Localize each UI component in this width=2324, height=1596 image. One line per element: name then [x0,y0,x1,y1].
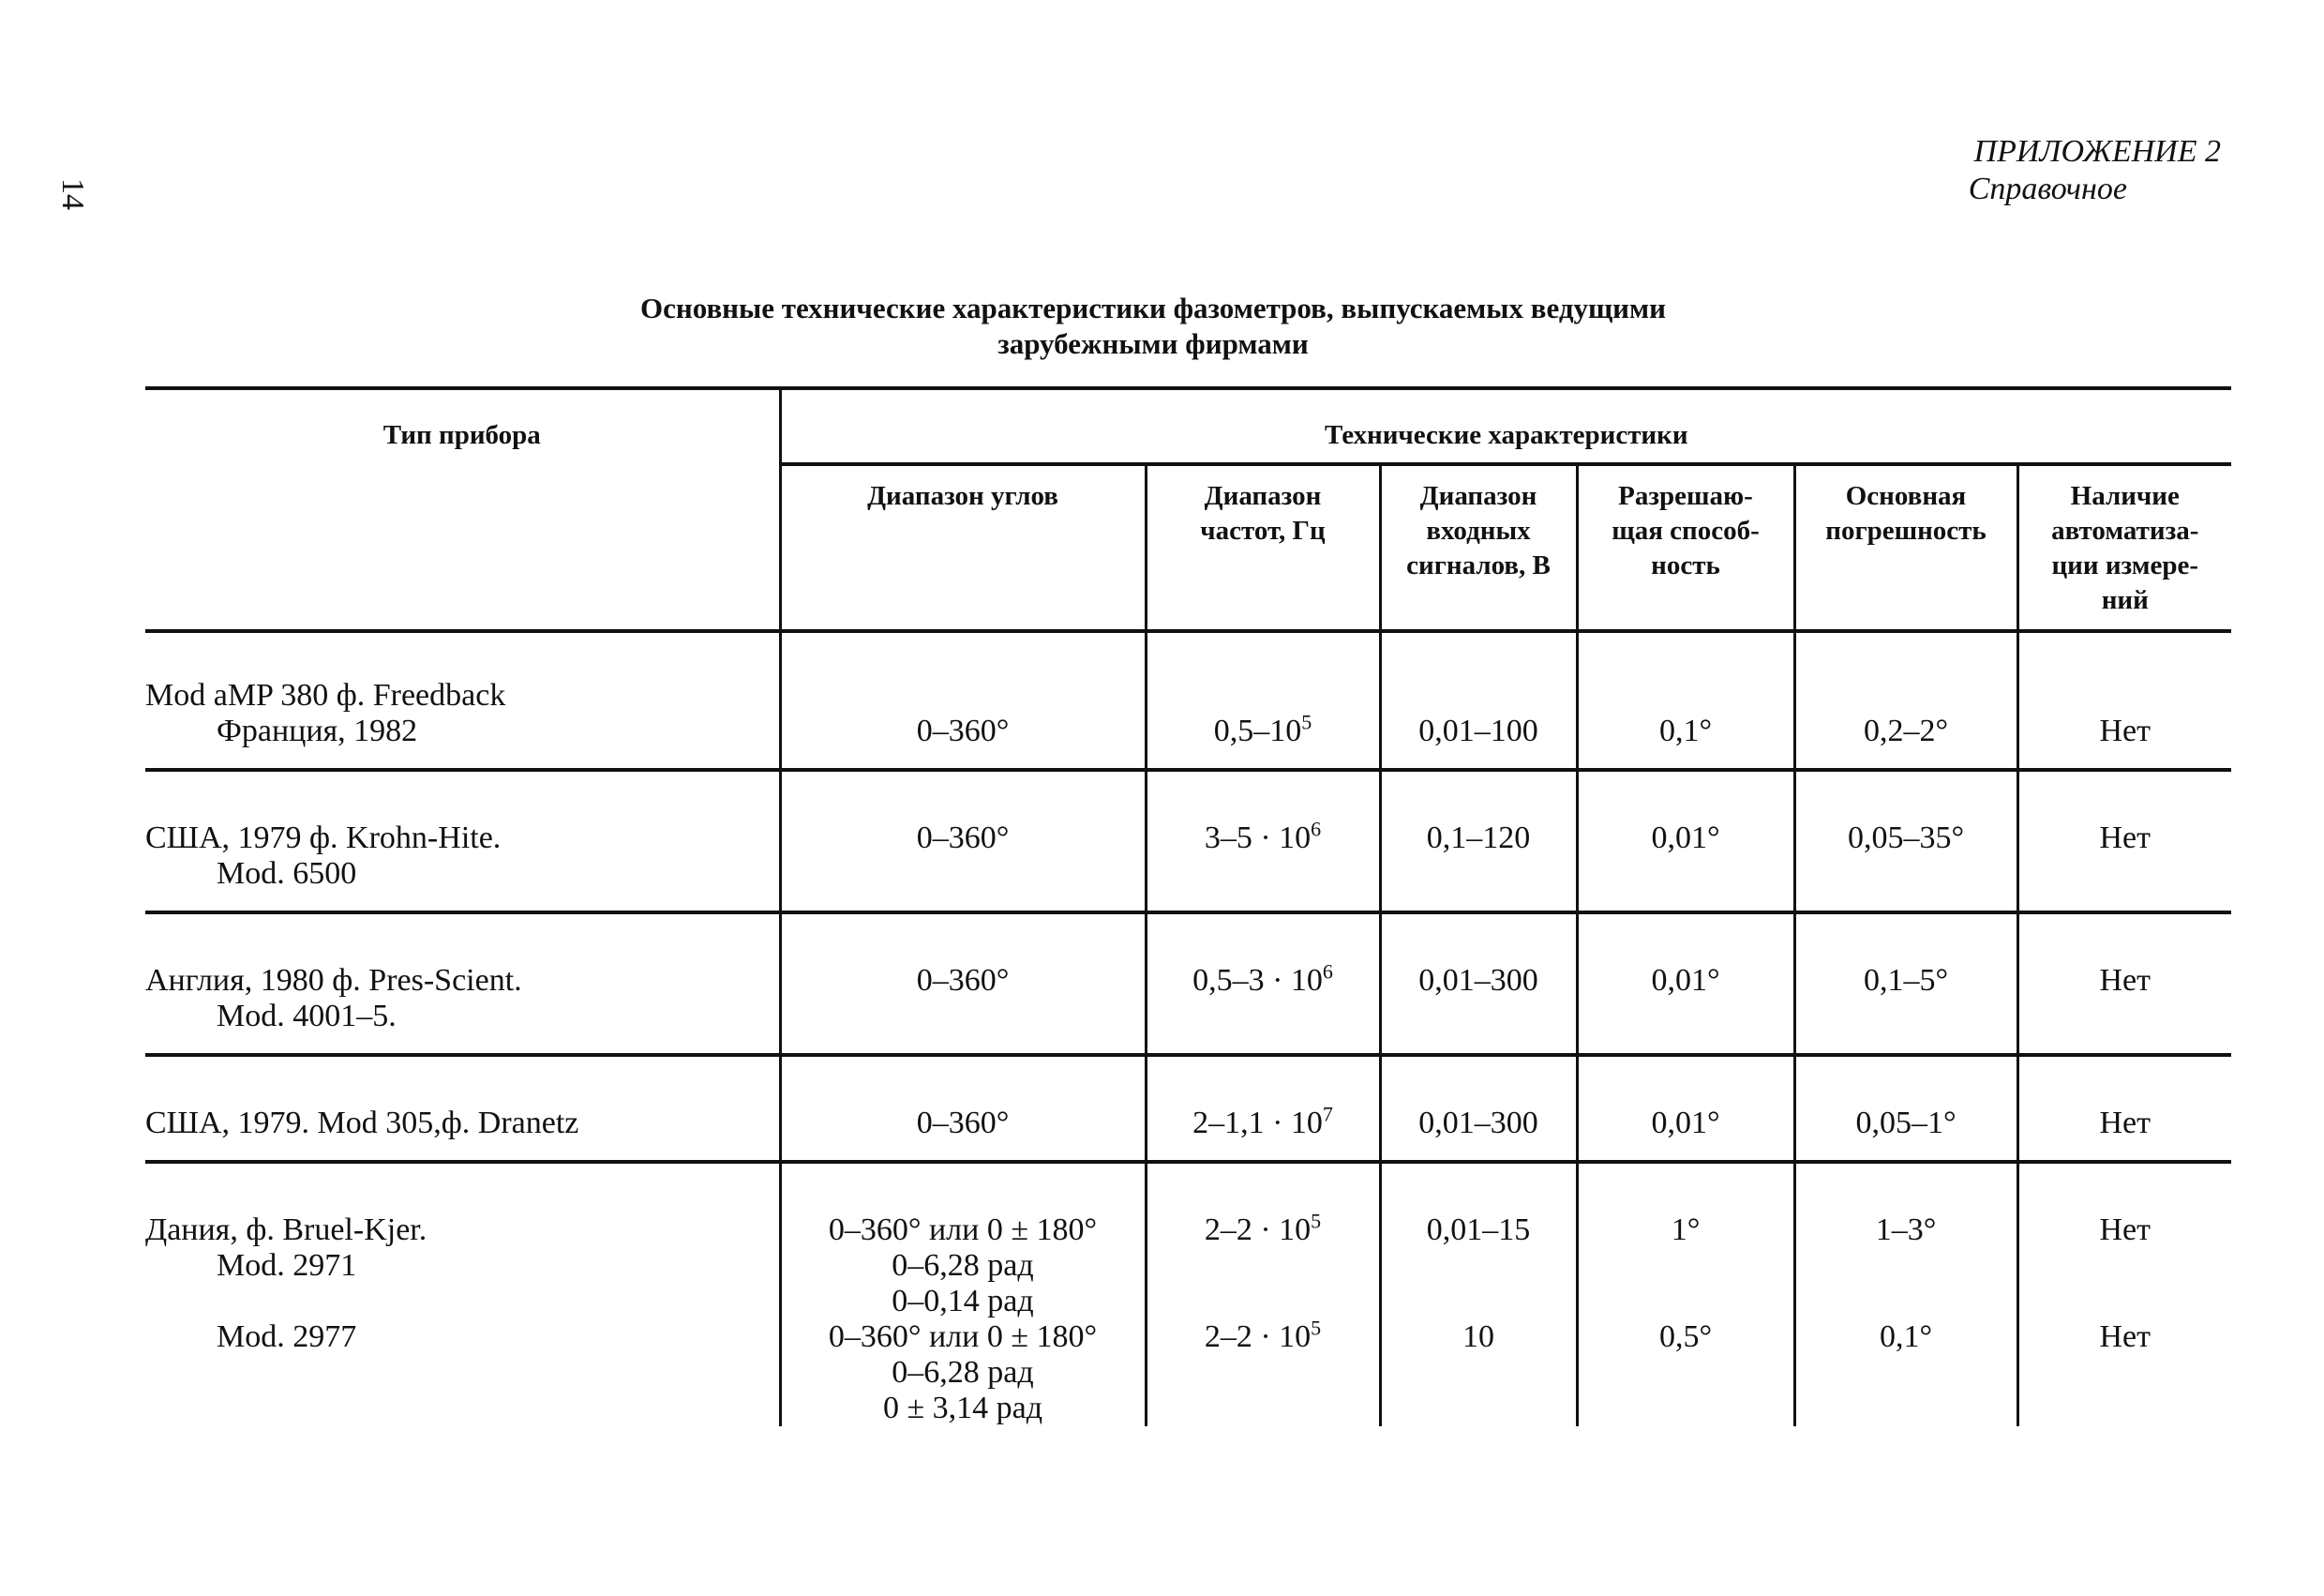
device-cell: Дания, ф. Bruel-Kjer. Mod. 2971 Mod. 2977 [145,1212,427,1354]
resolution-cell: 0,01° [1577,1055,1794,1162]
resolution-cell: 0,01° [1577,912,1794,1055]
frequency-range-cell: $2-1,1 \cdot 10^7$ [1146,1055,1380,1162]
resolution-cell: 0,01° [1577,770,1794,912]
angle-range-cell: 0–360° [780,770,1146,912]
automation-cell: Нет [2017,631,2231,770]
frequency-range-cell: $0,5-3 \cdot 10^6$ [1146,912,1380,1055]
header-row-group [145,388,2231,464]
specifications-table [145,386,2231,1426]
frequency-range-cell: $2-2 \cdot 10^5$ $2-2 \cdot 10^5$ [1146,1162,1380,1426]
resolution-cell: 0,1° [1577,631,1794,770]
table-row [145,770,2231,912]
frequency-range-cell: $3-5 \cdot 10^6$ [1146,770,1380,912]
angle-range-cell: 0–360° [780,1055,1146,1162]
table-title-line-2: зарубежными фирмами [997,327,1309,360]
error-cell: 0,05–35° [1794,770,2017,912]
input-range-cell: 0,01–300 [1380,912,1577,1055]
angle-range-cell: 0–360° [780,912,1146,1055]
header-basic-error: Основная погрешность [1794,464,2017,631]
input-range-cell: 0,01–300 [1380,1055,1577,1162]
table-row [145,912,2231,1055]
error-cell: 0,1–5° [1794,912,2017,1055]
automation-cell: Нет [2017,1055,2231,1162]
header-technical-characteristics: Технические характеристики [780,388,2231,464]
error-cell: 0,2–2° [1794,631,2017,770]
page-number: 14 [55,178,90,210]
automation-cell: Нет [2017,912,2231,1055]
automation-cell: Нет Нет [2017,1162,2231,1426]
header-input-signal-range: Диапазон входных сигналов, В [1380,464,1577,631]
angle-range-cell: 0–360° [780,631,1146,770]
header-frequency-range: Диапазон частот, Гц [1146,464,1380,631]
table-row [145,1055,2231,1162]
table-row [145,1162,2231,1426]
table-title [525,291,1781,362]
automation-cell: Нет [2017,770,2231,912]
device-cell: США, 1979 ф. Krohn-Hite. Mod. 6500 [145,770,780,912]
angle-range-cell: 0–360° или 0 ± 180° 0–6,28 рад 0–0,14 рад 0–360° или 0 ± 180° 0–6,28 рад 0 ± 3,14 рад [780,1162,1146,1426]
header-automation: Наличие автоматиза- ции измере- ний [2017,464,2231,631]
device-cell: Англия, 1980 ф. Pres-Scient. Mod. 4001–5. [145,912,780,1055]
frequency-range-cell: $0,5-10^5$ [1146,631,1380,770]
appendix-header [1969,133,2221,208]
header-angle-range: Диапазон углов [780,464,1146,631]
table-title-line-1: Основные технические характеристики фазометров, выпускаемых ведущими [639,292,1667,324]
header-device-type: Тип прибора [145,388,780,631]
error-cell: 0,05–1° [1794,1055,2017,1162]
appendix-subtitle: Справочное [1968,172,2127,206]
error-cell: 1–3° 0,1° [1794,1162,2017,1426]
header-resolution: Разрешаю- щая способ- ность [1577,464,1794,631]
device-cell: США, 1979. Mod 305,ф. Dranetz [145,1055,780,1162]
input-range-cell: 0,1–120 [1380,770,1577,912]
appendix-label: ПРИЛОЖЕНИЕ 2 [1973,134,2221,169]
input-range-cell: 0,01–15 10 [1380,1162,1577,1426]
resolution-cell: 1° 0,5° [1577,1162,1794,1426]
device-cell: Mod aMP 380 ф. Freedback Франция, 1982 [145,631,780,770]
table-row [145,631,2231,770]
input-range-cell: 0,01–100 [1380,631,1577,770]
